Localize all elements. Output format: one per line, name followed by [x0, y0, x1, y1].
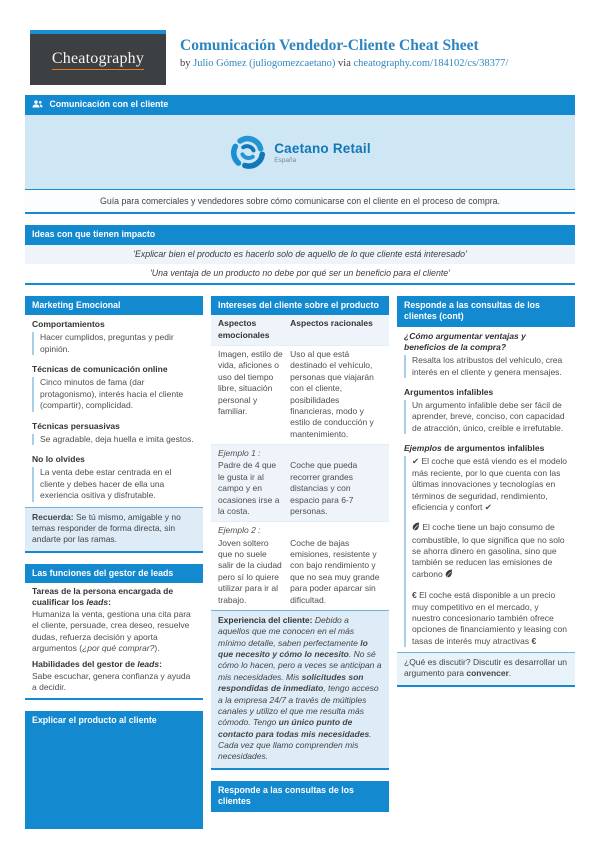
- page-header: [0, 0, 600, 95]
- section-ideas-header: Ideas con que tienen impacto: [25, 225, 575, 244]
- infalibles-heading: Argumentos infalibles: [404, 386, 494, 397]
- discutir-bold: convencer: [466, 668, 509, 679]
- ejemplos-block: [404, 456, 568, 647]
- cheatography-wordmark: Cheatography: [52, 50, 144, 70]
- discutir-note: [397, 652, 575, 685]
- ejemplo-argumento-text: El coche que está viendo es el modelo más reciente, por lo que cuenta con las últimas innovaciones y tecnologías en términos de seguridad, rendimiento, eficiencia y confort: [412, 456, 568, 512]
- section-intereses: [211, 296, 389, 770]
- page-title: Comunicación Vendedor-Cliente Cheat Sheet: [180, 37, 479, 54]
- recuerda-text: Se tú mismo, amigable y no temas responder de forma directa, sin andarte por las ramas.: [32, 511, 181, 545]
- ejemplos-heading: Ejemplos de argumentos infalibles: [404, 443, 545, 454]
- byline-via: via: [338, 58, 351, 69]
- aspectos-emocionales-text: Imagen, estilo de vida, aficiones o uso del tiempo libre, situación personal y familiar.: [218, 349, 283, 416]
- marketing-item-text: Cinco minutos de fama (dar protagonismo), interés hacia el cliente (compartir), complicidad.: [32, 377, 196, 411]
- brand-name: Caetano Retail: [274, 140, 371, 156]
- section-comunicacion: [25, 95, 575, 214]
- leaf-icon: [445, 569, 453, 581]
- experiencia-note: [211, 610, 389, 768]
- marketing-item-text: Se agradable, deja huella e imita gestos.: [32, 434, 196, 445]
- intereses-header: Intereses del cliente sobre el producto: [211, 296, 389, 315]
- ejemplo-2-label: Ejemplo 2 :: [218, 525, 261, 536]
- marketing-item-text: Hacer cumplidos, preguntas y pedir opinión.: [32, 332, 196, 355]
- habilidades-block: [25, 659, 203, 698]
- discutir-period: .: [508, 668, 512, 679]
- leaf-icon: [412, 522, 420, 534]
- banner-description: Guía para comerciales y vendedores sobre cómo comunicarse con el cliente en el proceso de compra.: [25, 189, 575, 212]
- infalibles-text: Un argumento infalible debe ser fácil de aprender, breve, conciso, con capacidad de atracción, único, creíble e irrefutable.: [404, 400, 568, 434]
- marketing-item-heading: No lo olvides: [32, 454, 85, 465]
- cheatography-logo[interactable]: [30, 30, 166, 85]
- marketing-item-heading: Técnicas persuasivas: [32, 420, 120, 431]
- ejemplo-1-label: Ejemplo 1 :: [218, 448, 261, 459]
- ejemplo-2-right: Coche de bajas emisiones, resistente y con bajo rendimiento y que no sea muy grande para poder aparcar sin dificultad.: [290, 537, 380, 605]
- tareas-heading: Tareas de la persona encargada de cualificar los leads:: [32, 586, 174, 608]
- col-head-racionales: Aspectos racionales: [290, 318, 373, 329]
- ejemplo-2-row: [211, 521, 389, 610]
- ejemplo-argumento-text: El coche tiene un bajo consumo de combustible, lo que significa que no solo se ahorra dinero en gasolina, sino que también se reducen las emisiones de carbono: [412, 522, 565, 579]
- tareas-text: Humaniza la venta, gestiona una cita para el cliente, persuade, crea deseo, resuelve dudas, refuerza decisión y aporta argumentos (¿por qué comprar?).: [32, 608, 191, 653]
- euro-icon: €: [531, 635, 537, 646]
- marketing-header: Marketing Emocional: [25, 296, 203, 315]
- ejemplo-argumento-text: El coche está disponible a un precio muy competitivo en el mercado, y nuestro concesionario también ofrece opciones de financiamiento y leasing con tasas de interés muy atractivas: [412, 590, 567, 646]
- section-responde-cont: [397, 296, 575, 687]
- ejemplo-1-right: Coche que pueda recorrer grandes distancias y con espacio para 6-7 personas.: [290, 460, 358, 516]
- recuerda-note: [25, 507, 203, 551]
- ejemplo-argumento-check: [412, 456, 568, 513]
- tareas-block: [25, 583, 203, 659]
- sheet-link[interactable]: cheatography.com/184102/cs/38377/: [353, 58, 509, 69]
- section-gestor-leads: [25, 564, 203, 701]
- byline-by: by: [180, 58, 191, 69]
- habilidades-heading: Habilidades del gestor de leads:: [32, 659, 162, 670]
- author-link[interactable]: Julio Gómez (juliogomezcaetano): [193, 58, 336, 69]
- check-icon: ✔: [484, 501, 492, 512]
- col-head-emocionales: Aspectos emocionales: [218, 318, 270, 340]
- ejemplo-1-left: Padre de 4 que le gusta ir al campo y en ocasiones irse a la costa.: [218, 460, 280, 516]
- ejemplo-argumento-leaf: [412, 522, 568, 581]
- brand-panel: [25, 115, 575, 189]
- intereses-row: [211, 345, 389, 444]
- experiencia-text: Debido a aquellos que me conocen en el más mínimo detalle, saben perfectamente lo que necesito y cómo lo necesito. No sé cómo lo hacen, pero a veces se anticipan a mis necesidades. Mis solicitudes son respondidas de inmediato, tengo acceso a la empresa 24/7 a través de múltiples canales y utilizo el que me resulta más cómodo. Tengo un único punto de contacto para todas mis necesidades. Cada vez que llamo comprenden mis necesidades.: [218, 614, 382, 762]
- habilidades-text: Sabe escuchar, genera confianza y ayuda a decidir.: [32, 670, 191, 693]
- check-icon: ✔: [412, 456, 420, 467]
- section-explicar-producto: [25, 711, 203, 829]
- explicar-producto-title: Explicar el producto al cliente: [32, 715, 157, 726]
- brand-subtitle: España: [274, 156, 297, 164]
- argumentar-heading: ¿Cómo argumentar ventajas y beneficios de la compra?: [404, 330, 526, 352]
- marketing-item-text: La venta debe estar centrada en el cliente y debes hacer de ella una exeriencia ositiva y disfrutable.: [32, 467, 196, 501]
- column-2: [211, 296, 389, 812]
- gestor-leads-header: Las funciones del gestor de leads: [25, 564, 203, 583]
- discutir-text: ¿Qué es discutir? Discutir es desarrollar un argumento para: [404, 657, 567, 679]
- brand-logo: [229, 133, 371, 171]
- column-3: [397, 296, 575, 698]
- section-responde: [211, 781, 389, 812]
- byline: [180, 58, 508, 69]
- ejemplo-1-row: [211, 444, 389, 521]
- section-marketing-emocional: [25, 296, 203, 553]
- experiencia-label: Experiencia del cliente:: [218, 614, 313, 625]
- column-1: [25, 296, 203, 830]
- ejemplo-argumento-euro: [412, 590, 568, 647]
- section-ideas: [25, 225, 575, 284]
- responde-cont-header: Responde a las consultas de los clientes (cont): [397, 296, 575, 327]
- idea-quote-1: 'Explicar bien el producto es hacerlo solo de aquello de lo que cliente está interesado': [25, 245, 575, 264]
- section-comunicacion-title: Comunicación con el cliente: [49, 99, 169, 109]
- euro-icon: €: [412, 590, 417, 601]
- marketing-item-heading: Comportamientos: [32, 319, 105, 330]
- section-comunicacion-header: [25, 95, 575, 115]
- marketing-item-heading: Técnicas de comunicación online: [32, 364, 168, 375]
- argumentar-text: Resalta los atribustos del vehículo, crea interés en el cliente y genera mensajes.: [404, 355, 568, 378]
- responde-header: Responde a las consultas de los clientes: [211, 781, 389, 812]
- idea-quote-2: 'Una ventaja de un producto no debe por qué ser un beneficio para el cliente': [150, 268, 450, 279]
- users-icon: [32, 100, 43, 111]
- intereses-table-head: [211, 315, 389, 345]
- ejemplo-2-left: Joven soltero que no suele salir de la ciudad pero sí lo quiere utilizar para ir al trabajo.: [218, 537, 282, 605]
- recuerda-label: Recuerda:: [32, 511, 74, 522]
- aspectos-racionales-text: Uso al que está destinado el vehículo, personas que viajarán con el cliente, posibilidades financieras, modo y estilo de conducción y mantenimiento.: [290, 349, 374, 439]
- caetano-swirl-icon: [229, 133, 267, 171]
